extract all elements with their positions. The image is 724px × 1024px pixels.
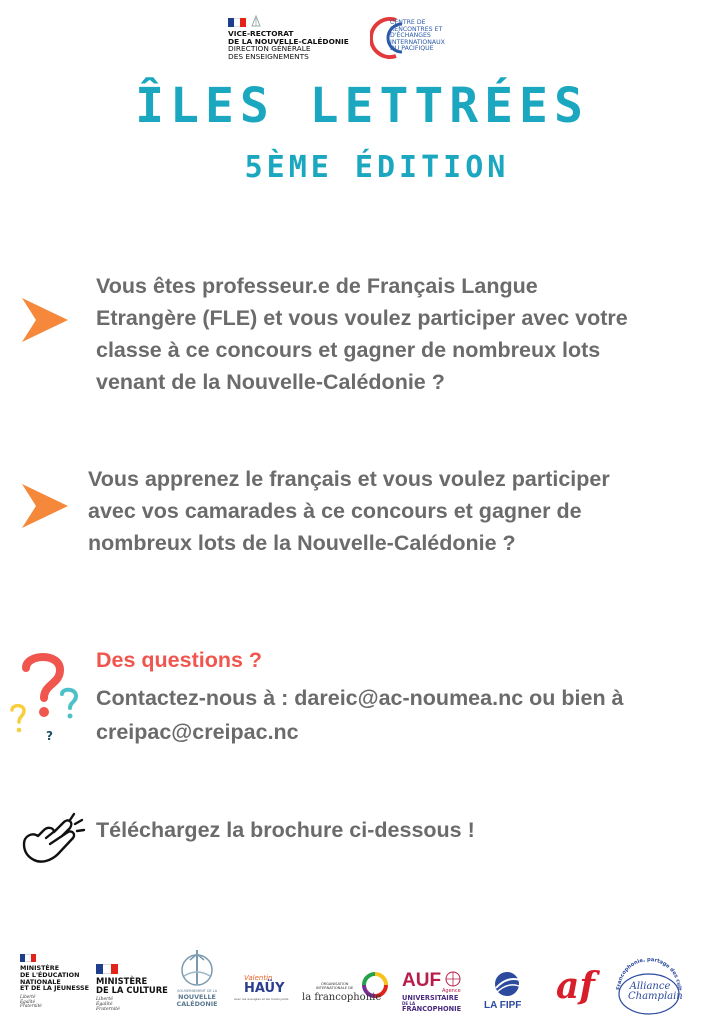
vh-line1: Valentin — [244, 974, 273, 982]
orange-arrow-icon — [18, 292, 74, 348]
gouv-line2: NOUVELLE — [178, 993, 216, 1001]
teachers-line1: Vous êtes professeur.e de Français Langue — [96, 274, 538, 298]
vice-rectorat-logo — [228, 18, 358, 62]
men-motto3: Fraternité — [20, 1003, 42, 1009]
champlain-arc-text: Francophonie, partage des cult — [615, 957, 683, 991]
men-line4: ET DE LA JEUNESSE — [20, 984, 90, 993]
auf-line3: DE LA — [402, 1000, 416, 1006]
french-flag-icon — [20, 954, 36, 962]
question-marks-icon — [10, 648, 86, 744]
page-title: ÎLES LETTRÉES — [135, 78, 589, 134]
header-logos — [0, 14, 724, 64]
fipf-logo — [484, 970, 530, 1014]
fr-line1: ORGANISATION — [320, 982, 349, 986]
fr-line3: la francophonie — [302, 992, 382, 1003]
gouvernement-nc-logo — [172, 946, 222, 1018]
auf-line4: FRANCOPHONIE — [402, 1005, 462, 1014]
learners-line1: Vous apprenez le français et vous voulez participer — [88, 467, 610, 491]
champlain-line1: Alliance — [629, 981, 671, 992]
men-line1: MINISTÈRE — [20, 964, 60, 972]
auf-line1: Agence — [442, 988, 461, 994]
pointing-hand-icon — [18, 810, 90, 868]
teachers-line4: venant de la Nouvelle-Calédonie ? — [96, 370, 445, 394]
auf-short: AUF — [402, 970, 442, 991]
mc-line2: DE LA CULTURE — [96, 985, 168, 995]
auf-logo — [402, 970, 464, 1018]
vr-line3: DIRECTION GÉNÉRALE — [228, 44, 311, 54]
orange-arrow-icon — [18, 478, 74, 534]
gouv-line1: GOUVERNEMENT DE LA — [176, 989, 218, 993]
champlain-line2: Champlain — [628, 991, 683, 1002]
french-flag-icon — [228, 18, 246, 27]
creipac-line3: D'ÉCHANGES — [390, 32, 431, 40]
mc-line1: MINISTÈRE — [96, 976, 148, 986]
auf-line2: UNIVERSITAIRE — [402, 994, 459, 1002]
footer-logos — [0, 944, 724, 1020]
learners-paragraph — [88, 463, 708, 559]
vr-line2: DE LA NOUVELLE-CALÉDONIE — [228, 36, 349, 46]
creipac-line2: RENCONTRES ET — [390, 25, 443, 33]
fipf-text: LA FIPF — [484, 1000, 522, 1011]
vr-line1: VICE-RECTORAT — [228, 29, 294, 38]
men-motto2: Égalité — [20, 998, 36, 1004]
vice-rectorat-emblem-icon — [250, 15, 262, 27]
teachers-paragraph — [96, 270, 706, 398]
learners-line2: avec vos camarades à ce concours et gagner de — [88, 499, 582, 523]
teachers-line2: Etrangère (FLE) et vous voulez participer avec votre — [96, 306, 628, 330]
men-motto1: Liberté — [20, 994, 36, 999]
men-line2: DE L'ÉDUCATION — [20, 970, 80, 979]
auf-grid-icon — [444, 970, 462, 988]
fipf-globe-icon — [490, 970, 524, 998]
mc-motto2: Égalité — [96, 1002, 113, 1007]
svg-text:?: ? — [46, 729, 53, 743]
teachers-line3: classe à ce concours et gagner de nombreux lots — [96, 338, 601, 362]
ministere-culture-logo — [96, 964, 170, 1016]
gouv-line3: CALÉDONIE — [176, 1000, 218, 1008]
contact-line1[interactable]: Contactez-nous à : dareic@ac-noumea.nc ou bien à — [96, 686, 624, 710]
vh-line2: HAÜY — [244, 981, 285, 996]
francophonie-logo — [302, 972, 390, 1008]
mc-motto1: Liberté — [96, 997, 113, 1002]
creipac-text — [390, 20, 445, 53]
creipac-line4: INTERNATIONAUX — [390, 38, 445, 46]
page-subtitle: 5ÈME ÉDITION — [244, 150, 510, 185]
men-line3: NATIONALE — [20, 977, 61, 986]
download-brochure-text[interactable]: Téléchargez la brochure ci-dessous ! — [96, 818, 475, 842]
alliance-francaise-logo — [552, 966, 598, 1012]
gouvernement-emblem-icon — [172, 946, 222, 988]
fr-line2: INTERNATIONALE DE — [316, 986, 354, 990]
creipac-line1: CENTRE DE — [390, 19, 426, 26]
questions-heading: Des questions ? — [96, 648, 263, 672]
creipac-line5: DU PACIFIQUE — [390, 45, 434, 53]
af-text: af — [556, 965, 595, 1007]
vr-line4: DES ENSEIGNEMENTS — [228, 51, 309, 61]
learners-line3: nombreux lots de la Nouvelle-Calédonie ? — [88, 531, 516, 555]
contact-line2[interactable]: creipac@creipac.nc — [96, 720, 299, 744]
mc-motto3: Fraternité — [96, 1007, 120, 1012]
french-flag-icon — [96, 964, 118, 974]
creipac-logo — [370, 14, 490, 64]
vh-tagline: Avec les aveugles et les malvoyants — [234, 997, 289, 1001]
contact-text — [96, 681, 716, 749]
vice-rectorat-text — [228, 30, 349, 60]
valentin-hauy-logo — [234, 974, 290, 1006]
alliance-champlain-logo — [612, 948, 686, 1018]
ministere-education-logo — [20, 954, 92, 1016]
